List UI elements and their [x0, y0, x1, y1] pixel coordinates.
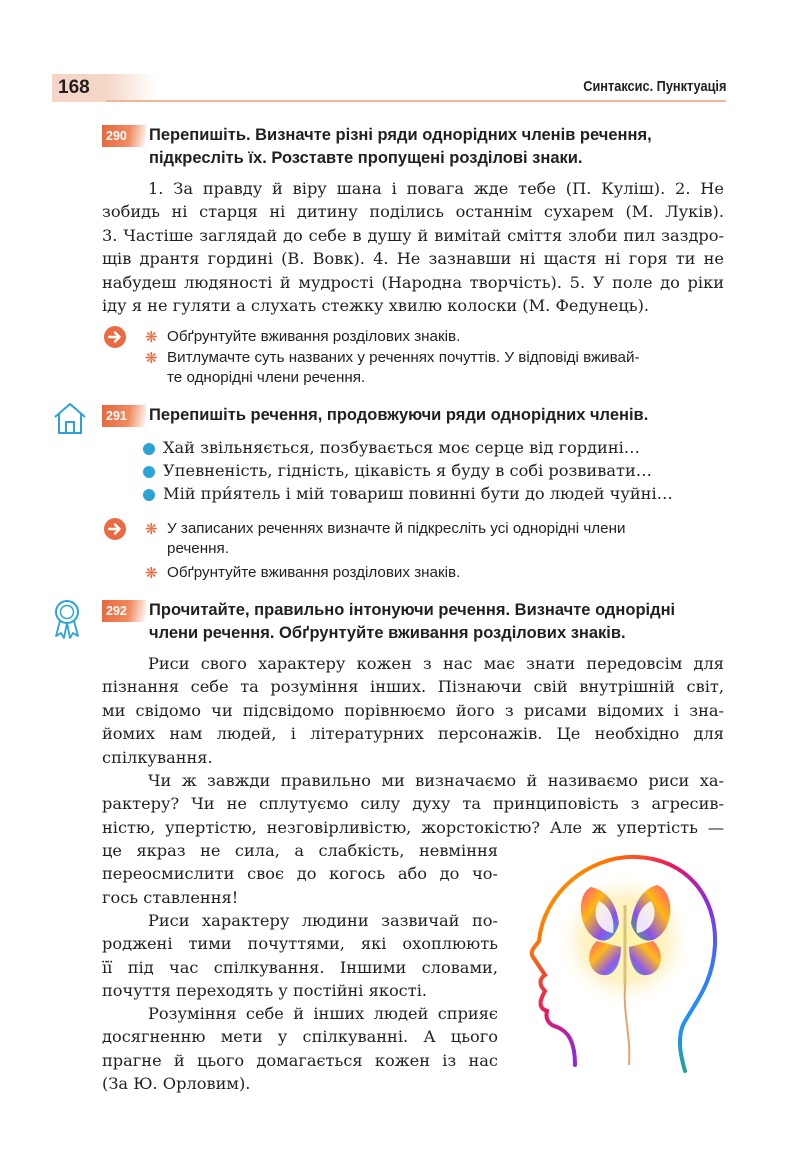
- text-line: досягненню мети у спілкуванні. А цього: [102, 1027, 498, 1047]
- award-ribbon-icon: [50, 598, 84, 646]
- text-line: її під час спілкування. Іншими словами,: [102, 957, 498, 977]
- task-text: У записаних реченнях визначте й підкресліть усі однорідні члени: [167, 520, 626, 537]
- list-item: [145, 459, 652, 482]
- text-line: ми свідомо чи підсвідомо порівнюємо його з рисами відомих і зна-: [102, 700, 724, 720]
- paragraph-3: [102, 909, 498, 1003]
- exercise-290-text: [102, 177, 724, 317]
- exercise-number-291: 291: [102, 405, 146, 427]
- exercise-291-title: Перепишіть речення, продовжуючи ряди однорідних членів.: [149, 406, 649, 424]
- list-item-text: Упевненість, гідність, цікавість я буду в собі розвивати…: [163, 461, 652, 480]
- title-line: підкресліть їх. Розставте пропущені розділові знаки.: [149, 149, 583, 167]
- task-arrow-icon: [104, 518, 126, 540]
- task-text: речення.: [167, 540, 229, 557]
- text-line: 1. За правду й віру шана і повага жде тебе (П. Куліш). 2. Не: [148, 179, 724, 198]
- text-line: рактеру? Чи не сплутуємо силу духу та принциповість з агресив-: [102, 794, 724, 814]
- asterisk-icon: ❋: [145, 565, 158, 582]
- asterisk-icon: ❋: [145, 521, 158, 538]
- task-item: [145, 327, 460, 347]
- task-item: [145, 348, 640, 388]
- text-line: прагне й цього домагається кожен із нас: [102, 1050, 498, 1070]
- task-item: [145, 563, 460, 583]
- title-line: Перепишіть. Визначте різні ряди однорідних членів речення,: [149, 126, 652, 144]
- section-title: Синтаксис. Пунктуація: [582, 78, 726, 95]
- asterisk-icon: ❋: [145, 329, 158, 346]
- text-line: почуття переходять у постійні якості.: [102, 981, 428, 1001]
- task-text: те однорідні члени речення.: [167, 369, 366, 386]
- text-line: щів дрантя гордині (В. Вовк). 4. Не зазнавши ні щастя ні горя ти не: [102, 249, 724, 269]
- exercise-number-290: 290: [102, 125, 146, 147]
- text-line: спілкування.: [102, 747, 213, 767]
- text-line: йомих нам людей, і літературних персонажів. Це необхідно для: [102, 724, 724, 744]
- task-text: Обґрунтуйте вживання розділових знаків.: [167, 328, 461, 345]
- paragraph-4: [102, 1002, 498, 1096]
- text-line: іду я не гуляти а слухать стежку хвилю колоски (М. Федунець).: [102, 296, 650, 316]
- title-line: члени речення. Обґрунтуйте вживання розділових знаків.: [149, 624, 626, 642]
- text-line: 3. Частіше заглядай до себе в душу й вимітай сміття злоби пил заздро-: [102, 225, 724, 245]
- paragraph-2-cont: [102, 839, 498, 909]
- text-line: Чи ж завжди правильно ми визначаємо й називаємо риси ха-: [148, 771, 724, 790]
- list-item: [145, 482, 673, 505]
- text-line: Риси свого характеру кожен з нас має знати передовсім для: [148, 654, 724, 673]
- task-arrow-icon: [104, 326, 126, 348]
- text-line: пізнання себе та розуміння інших. Пізнаючи свій внутрішній світ,: [102, 677, 724, 697]
- exercise-number-292: 292: [102, 600, 146, 622]
- header-rule: [106, 100, 726, 102]
- page-number-fade: [106, 74, 156, 102]
- page-number: 168: [52, 74, 106, 102]
- text-line: це якраз не сила, а слабкість, невміння: [102, 841, 498, 860]
- text-line: ністю, упертістю, незговірливістю, жорстокістю? Але ж упертість —: [102, 817, 724, 837]
- title-line: Прочитайте, правильно інтонуючи речення. Визначте однорідні: [149, 601, 676, 619]
- text-line: Розуміння себе й інших людей сприяє: [148, 1004, 498, 1023]
- asterisk-icon: ❋: [145, 350, 158, 367]
- list-item: [145, 436, 640, 459]
- paragraph-2: [102, 769, 724, 839]
- paragraph-1: [102, 652, 724, 769]
- list-item-text: Хай звільняється, позбувається моє серце від гордині…: [163, 438, 640, 457]
- text-line: набудеш людяності й мудрості (Народна творчість). 5. У поле до ріки: [102, 272, 724, 292]
- text-line: (За Ю. Орловим).: [102, 1074, 251, 1094]
- text-line: гось ставлення!: [102, 887, 239, 907]
- text-line: переосмислити своє до когось або до чо-: [102, 864, 498, 884]
- bullet-icon: [143, 489, 155, 501]
- task-text: Обґрунтуйте вживання розділових знаків.: [167, 564, 461, 581]
- bullet-icon: [143, 466, 155, 478]
- exercise-292-title: [149, 599, 675, 645]
- text-line: Риси характеру людини зазвичай по-: [148, 911, 498, 930]
- text-line: зобидь ні старця ні дитину поділись останнім сухарем (М. Луків).: [102, 202, 724, 222]
- exercise-290-title: [149, 124, 652, 170]
- list-item-text: Мій при́ятель і мій товариш повинні бути до людей чуйні…: [163, 484, 673, 503]
- task-text: Витлумачте суть названих у реченнях почуттів. У відповіді вживай-: [167, 349, 640, 366]
- page-header: [52, 74, 726, 102]
- bullet-icon: [143, 443, 155, 455]
- house-icon: [52, 400, 88, 440]
- task-item: [145, 519, 625, 559]
- head-butterfly-illustration: [505, 835, 725, 1075]
- text-line: роджені тими почуттями, які охоплюють: [102, 934, 498, 954]
